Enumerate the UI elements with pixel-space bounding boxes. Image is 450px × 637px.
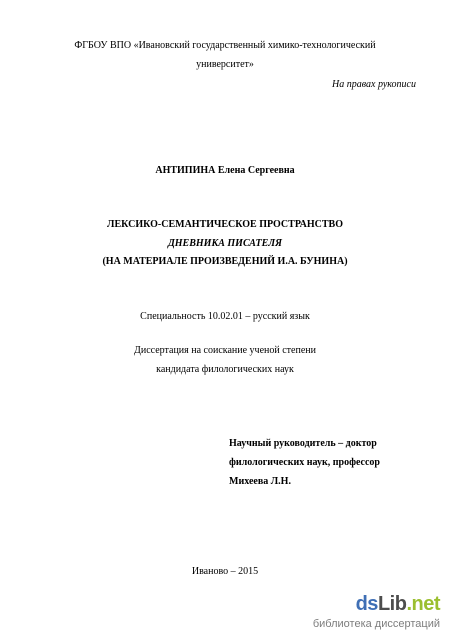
place-and-year: Иваново – 2015 [191,566,259,577]
title-line-3: (НА МАТЕРИАЛЕ ПРОИЗВЕДЕНИЙ И.А. БУНИНА) [102,256,348,267]
institution-line-2: университет» [196,59,254,70]
supervisor-name: Михеева Л.Н. [229,476,291,487]
title-line-1: ЛЕКСИКО-СЕМАНТИЧЕСКОЕ ПРОСТРАНСТВО [107,219,343,230]
institution-line-1: ФГБОУ ВПО «Ивановский государственный химико-технологический [74,40,376,51]
specialty: Специальность 10.02.01 – русский язык [140,311,310,322]
dslib-watermark[interactable] [300,593,450,637]
degree-line-1: Диссертация на соискание ученой степени [134,345,316,356]
degree-line-2: кандидата филологических наук [156,364,294,375]
supervisor-line-2: филологических наук, профессор [229,457,380,468]
supervisor-line-1: Научный руководитель – доктор [229,438,377,449]
dslib-logo [356,593,440,616]
watermark-tagline: библиотека диссертаций [312,618,440,630]
title-line-2: ДНЕВНИКА ПИСАТЕЛЯ [167,238,283,249]
manuscript-rights-note: На правах рукописи [332,79,416,90]
author-name: АНТИПИНА Елена Сергеевна [155,165,295,176]
logo-ds: ds [355,593,378,615]
logo-lib: Lib [377,593,407,615]
logo-net: .net [406,593,440,615]
